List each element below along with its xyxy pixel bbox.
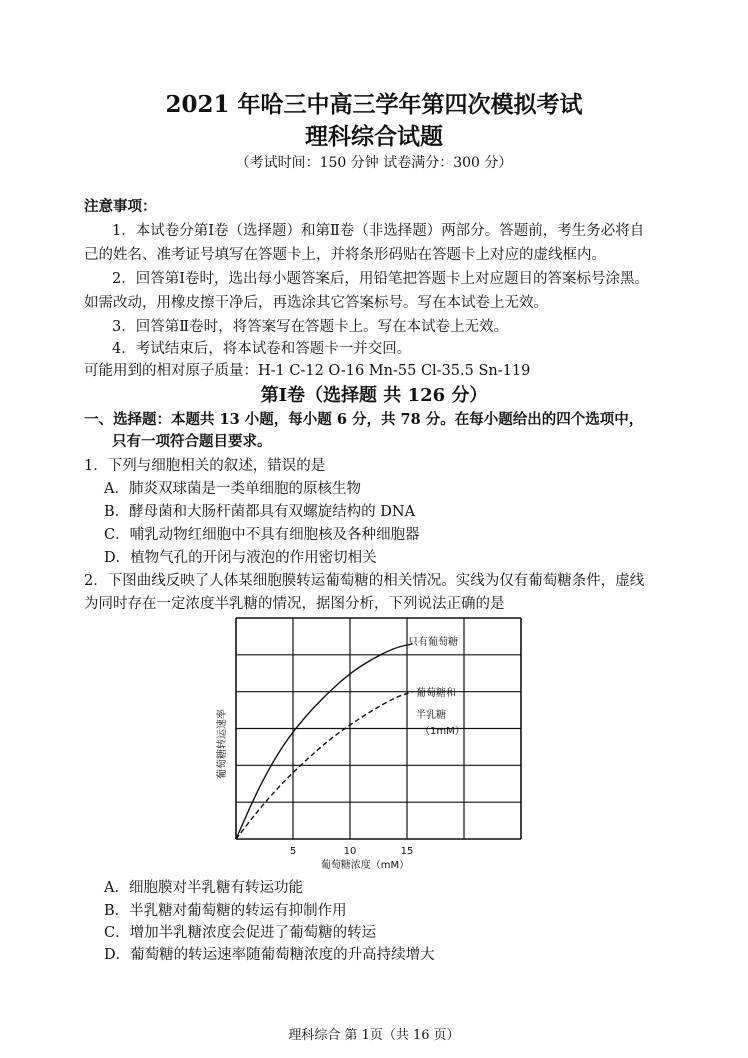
- x-tick-label: 15: [400, 846, 414, 857]
- section-instruction: 一、选择题：本题共 13 小题，每小题 6 分，共 78 分。在每小题给出的四个选项中，: [84, 411, 644, 428]
- q2-option-a: A．细胞膜对半乳糖有转运功能: [104, 880, 303, 896]
- atomic-mass: 可能用到的相对原子质量：H-1 C-12 O-16 Mn-55 Cl-35.5 Sn-119: [84, 363, 531, 379]
- q1-option-b: B．酵母菌和大肠杆菌都具有双螺旋结构的 DNA: [104, 504, 416, 520]
- series-label-glucose-only: 只有葡萄糖: [408, 637, 458, 648]
- x-tick-label: 5: [289, 846, 297, 857]
- chart-x-ticks: [290, 846, 414, 857]
- chart-y-label: 葡萄糖转运速率: [217, 709, 228, 779]
- exam-subtitle: 理科综合试题: [305, 123, 443, 150]
- section-title: 第Ⅰ卷（选择题 共 126 分）: [260, 385, 488, 406]
- page-footer: 理科综合 第 1页（共 16 页）: [288, 1028, 460, 1043]
- notice-item-1: 1．本试卷分第Ⅰ卷（选择题）和第Ⅱ卷（非选择题）两部分。答题前，考生务必将自: [112, 223, 645, 239]
- notice-item-1-cont: 己的姓名、准考证号填写在答题卡上，并将条形码贴在答题卡上对应的虚线框内。: [84, 247, 606, 263]
- section-instruction-cont: 只有一项符合题目要求。: [112, 433, 272, 450]
- series-label-with-galactose-1: 葡萄糖和: [416, 688, 456, 699]
- q2-option-c: C．增加半乳糖浓度会促进了葡萄糖的转运: [104, 925, 377, 941]
- q1-stem: 1．下列与细胞相关的叙述，错误的是: [84, 458, 326, 474]
- exam-title: 2021 年哈三中高三学年第四次模拟考试: [165, 91, 583, 118]
- q2-stem: 2．下图曲线反映了人体某细胞膜转运葡萄糖的相关情况。实线为仅有葡萄糖条件，虚线: [84, 573, 645, 589]
- q1-option-c: C．哺乳动物红细胞中不具有细胞核及各种细胞器: [104, 527, 420, 543]
- chart-grid: [236, 618, 521, 839]
- chart-x-label: 葡萄糖浓度（mM）: [320, 860, 410, 871]
- notice-item-3: 3．回答第Ⅱ卷时，将答案写在答题卡上。写在本试卷上无效。: [112, 319, 509, 335]
- x-tick-label: 10: [343, 846, 357, 857]
- q2-option-b: B．半乳糖对葡萄糖的转运有抑制作用: [104, 903, 347, 919]
- series-label-with-galactose-2: 半乳糖: [416, 710, 446, 721]
- glucose-transport-chart: [212, 612, 542, 876]
- series-line-glucose-only: [236, 644, 413, 839]
- exam-info: （考试时间：150 分钟 试卷满分：300 分）: [235, 155, 513, 171]
- q2-stem-cont: 为同时存在一定浓度半乳糖的情况，据图分析，下列说法正确的是: [84, 596, 505, 612]
- notice-item-4: 4．考试结束后，将本试卷和答题卡一并交回。: [112, 341, 412, 357]
- q1-option-d: D．植物气孔的开闭与液泡的作用密切相关: [104, 550, 377, 566]
- q2-option-d: D．葡萄糖的转运速率随葡萄糖浓度的升高持续增大: [104, 947, 435, 963]
- chart-series: [236, 644, 413, 839]
- series-label-with-galactose-3: （1mM）: [420, 726, 465, 737]
- q1-option-a: A．肺炎双球菌是一类单细胞的原核生物: [104, 481, 361, 497]
- notice-item-2-cont: 如需改动，用橡皮擦干净后，再选涂其它答案标号。写在本试卷上无效。: [84, 295, 548, 311]
- notice-item-2: 2．回答第Ⅰ卷时，选出每小题答案后，用铅笔把答题卡上对应题目的答案标号涂黑。: [112, 271, 649, 287]
- notice-heading: 注意事项：: [84, 198, 157, 215]
